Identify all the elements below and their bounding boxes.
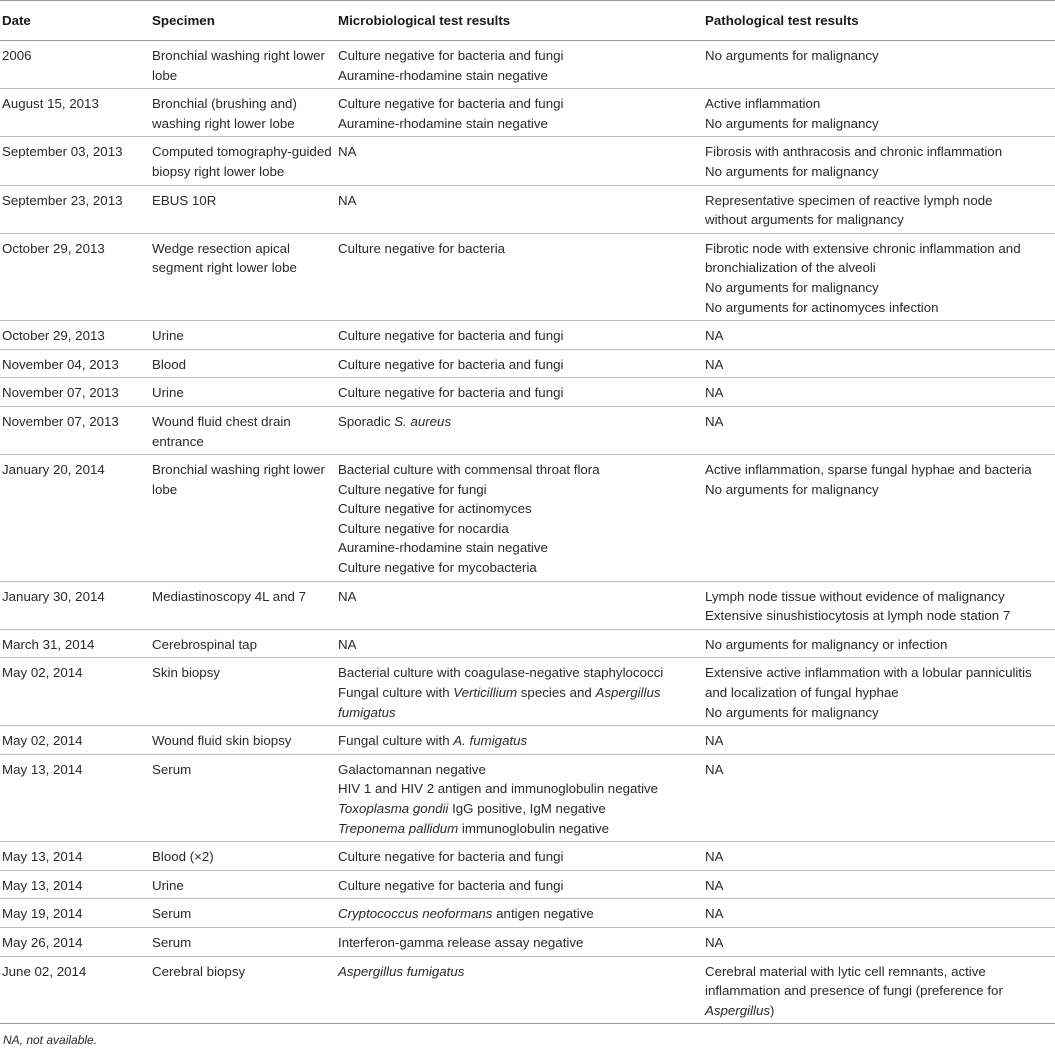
line-text: without arguments for malignancy: [705, 212, 904, 228]
specimen-cell: Urine: [152, 321, 338, 350]
result-line: [705, 114, 1053, 134]
specimen-cell: Blood (×2): [152, 842, 338, 871]
date-cell: May 13, 2014: [0, 754, 152, 841]
table-row: [0, 185, 1055, 233]
pathology-cell: [705, 870, 1055, 899]
date-cell: 2006: [0, 41, 152, 89]
result-line: [338, 114, 703, 134]
pathology-cell: [705, 321, 1055, 350]
result-line: [338, 819, 703, 839]
result-line: [338, 799, 703, 819]
date-cell: November 07, 2013: [0, 406, 152, 454]
microbiology-cell: [338, 629, 705, 658]
line-text: Interferon-gamma release assay negative: [338, 934, 584, 950]
result-line: [705, 355, 1053, 375]
result-line: [705, 635, 1053, 655]
header-specimen: Specimen: [152, 1, 338, 41]
italic-term: Aspergillus fumigatus: [338, 685, 661, 720]
pathology-cell: [705, 137, 1055, 185]
pathology-cell: [705, 185, 1055, 233]
result-line: [705, 480, 1053, 500]
result-line: [338, 412, 703, 432]
line-text: Culture negative for bacteria and fungi: [338, 48, 564, 63]
line-text: Bacterial culture with coagulase-negative staphylococci: [338, 665, 664, 681]
microbiology-cell: [338, 233, 705, 320]
microbiology-cell: [338, 927, 705, 956]
result-line: [705, 703, 1053, 723]
table-row: [0, 842, 1055, 871]
result-line: [338, 191, 703, 211]
line-text: NA: [705, 934, 724, 950]
line-text: Culture negative for bacteria and fungi: [338, 877, 564, 893]
table-row: [0, 349, 1055, 378]
table-row: [0, 321, 1055, 350]
table-row: [0, 41, 1055, 89]
result-line: [705, 847, 1053, 867]
table-row: [0, 233, 1055, 320]
pathology-cell: [705, 899, 1055, 928]
header-row: [0, 1, 1055, 41]
result-line: [338, 326, 703, 346]
microbiology-cell: [338, 581, 705, 629]
specimen-cell: Wound fluid skin biopsy: [152, 726, 338, 755]
line-text: NA: [705, 877, 724, 893]
specimen-cell: Blood: [152, 349, 338, 378]
line-text: Sporadic: [338, 413, 395, 429]
line-text: Galactomannan negative: [338, 761, 486, 777]
date-cell: October 29, 2013: [0, 321, 152, 350]
result-line: [338, 731, 703, 751]
line-text: Fungal culture with: [338, 685, 454, 701]
line-text: NA: [705, 328, 724, 344]
line-text: Fibrotic node with extensive chronic inflammation and: [705, 240, 1021, 256]
result-line: [705, 876, 1053, 896]
result-line: [338, 683, 703, 722]
line-text: and localization of fungal hyphae: [705, 685, 899, 701]
result-line: [705, 412, 1053, 432]
result-line: [705, 239, 1053, 259]
date-cell: May 26, 2014: [0, 927, 152, 956]
result-line: [705, 663, 1053, 683]
line-text: Auramine-rhodamine stain negative: [338, 67, 548, 83]
pathology-cell: [705, 349, 1055, 378]
specimen-cell: Cerebral biopsy: [152, 956, 338, 1024]
line-text: bronchialization of the alveoli: [705, 260, 876, 276]
result-line: [338, 383, 703, 403]
result-line: [705, 298, 1053, 318]
date-cell: August 15, 2013: [0, 89, 152, 137]
result-line: [338, 66, 703, 86]
microbiology-cell: [338, 842, 705, 871]
pathology-cell: [705, 658, 1055, 726]
result-line: [338, 355, 703, 375]
result-line: [338, 962, 703, 982]
date-cell: September 23, 2013: [0, 185, 152, 233]
line-text: Culture negative for bacteria and fungi: [338, 385, 564, 401]
microbiology-cell: [338, 455, 705, 582]
line-text: No arguments for malignancy: [705, 481, 879, 497]
specimen-cell: Mediastinoscopy 4L and 7: [152, 581, 338, 629]
table-row: [0, 754, 1055, 841]
result-line: [338, 499, 703, 519]
table-row: [0, 581, 1055, 629]
microbiology-cell: [338, 89, 705, 137]
specimen-cell: Bronchial washing right lower lobe: [152, 41, 338, 89]
line-text: Extensive active inflammation with a lobular panniculitis: [705, 665, 1032, 681]
pathology-cell: [705, 406, 1055, 454]
line-text: Cerebral material with lytic cell remnants, active: [705, 963, 986, 979]
result-line: [338, 460, 703, 480]
line-text: Culture negative for bacteria and fungi: [338, 356, 564, 372]
result-line: [338, 635, 703, 655]
pathology-cell: [705, 754, 1055, 841]
line-text: Culture negative for bacteria and fungi: [338, 96, 564, 112]
italic-term: A. fumigatus: [453, 733, 528, 749]
microbiology-cell: [338, 185, 705, 233]
result-line: [705, 587, 1053, 607]
specimen-cell: Serum: [152, 899, 338, 928]
line-text: Culture negative for actinomyces: [338, 501, 532, 517]
microbiology-cell: [338, 41, 705, 89]
result-line: [705, 278, 1053, 298]
result-line: [338, 239, 703, 259]
specimen-cell: Wedge resection apical segment right lower lobe: [152, 233, 338, 320]
date-cell: May 13, 2014: [0, 870, 152, 899]
result-line: [338, 538, 703, 558]
date-cell: November 07, 2013: [0, 378, 152, 407]
pathology-cell: [705, 842, 1055, 871]
result-line: [705, 606, 1053, 626]
microbiology-cell: [338, 726, 705, 755]
italic-term: Toxoplasma gondii: [338, 801, 449, 816]
line-text: NA: [705, 413, 724, 429]
microbiology-cell: [338, 406, 705, 454]
date-cell: March 31, 2014: [0, 629, 152, 658]
table-row: [0, 89, 1055, 137]
microbiology-cell: [338, 899, 705, 928]
result-line: [705, 683, 1053, 703]
result-line: [705, 46, 1053, 66]
result-line: [338, 933, 703, 953]
specimen-cell: Skin biopsy: [152, 658, 338, 726]
microbiology-cell: [338, 378, 705, 407]
microbiology-cell: [338, 870, 705, 899]
line-text: No arguments for malignancy: [705, 279, 879, 295]
result-line: [705, 460, 1053, 480]
result-line: [705, 162, 1053, 182]
pathology-cell: [705, 89, 1055, 137]
pathology-cell: [705, 927, 1055, 956]
line-text: NA: [705, 356, 724, 372]
specimen-cell: Bronchial (brushing and) washing right lower lobe: [152, 89, 338, 137]
microbiology-cell: [338, 137, 705, 185]
line-text: NA: [338, 588, 357, 604]
result-line: [705, 326, 1053, 346]
date-cell: June 02, 2014: [0, 956, 152, 1024]
specimen-cell: Serum: [152, 754, 338, 841]
result-line: [338, 519, 703, 539]
pathology-cell: [705, 956, 1055, 1024]
table-row: [0, 378, 1055, 407]
line-text: NA: [338, 192, 357, 208]
result-line: [705, 94, 1053, 114]
footnote: NA, not available.: [3, 1033, 98, 1047]
microbiology-cell: [338, 956, 705, 1024]
line-text: Lymph node tissue without evidence of malignancy: [705, 588, 1005, 604]
pathology-cell: [705, 629, 1055, 658]
date-cell: September 03, 2013: [0, 137, 152, 185]
line-text: No arguments for actinomyces infection: [705, 299, 939, 315]
table-row: [0, 899, 1055, 928]
specimen-cell: Serum: [152, 927, 338, 956]
date-cell: October 29, 2013: [0, 233, 152, 320]
result-line: [338, 46, 703, 66]
line-text: NA: [705, 733, 724, 749]
italic-term: Treponema pallidum: [338, 820, 459, 836]
line-text: Fibrosis with anthracosis and chronic inflammation: [705, 144, 1003, 160]
result-line: [705, 142, 1053, 162]
specimen-cell: Urine: [152, 378, 338, 407]
result-line: [705, 383, 1053, 403]
specimen-cell: Computed tomography-guided biopsy right lower lobe: [152, 137, 338, 185]
pathology-cell: [705, 726, 1055, 755]
table-body: [0, 41, 1055, 1024]
table-row: [0, 956, 1055, 1024]
date-cell: May 02, 2014: [0, 726, 152, 755]
table-row: [0, 870, 1055, 899]
line-text: inflammation and presence of fungi (preference for: [705, 983, 1003, 999]
table-row: [0, 406, 1055, 454]
italic-term: Aspergillus fumigatus: [338, 963, 465, 979]
line-text: NA: [705, 906, 724, 922]
line-text: Culture negative for bacteria and fungi: [338, 328, 564, 344]
result-line: [338, 779, 703, 799]
specimen-cell: Wound fluid chest drain entrance: [152, 406, 338, 454]
line-text: Culture negative for bacteria: [338, 240, 506, 256]
line-text: Extensive sinushistiocytosis at lymph node station 7: [705, 608, 1011, 624]
specimen-cell: Bronchial washing right lower lobe: [152, 455, 338, 582]
line-text: NA: [338, 636, 357, 652]
result-line: [705, 191, 1053, 211]
result-line: [705, 731, 1053, 751]
result-line: [705, 933, 1053, 953]
italic-term: S. aureus: [394, 413, 452, 429]
specimen-cell: Cerebrospinal tap: [152, 629, 338, 658]
date-cell: May 02, 2014: [0, 658, 152, 726]
microbiology-cell: [338, 754, 705, 841]
line-text: species and: [517, 685, 596, 701]
line-text: Representative specimen of reactive lymph node: [705, 192, 993, 208]
microbiology-cell: [338, 658, 705, 726]
line-text: Bacterial culture with commensal throat flora: [338, 462, 600, 478]
line-text: NA: [705, 849, 724, 865]
pathology-cell: [705, 41, 1055, 89]
line-text: NA: [705, 385, 724, 401]
result-line: [338, 847, 703, 867]
date-cell: May 19, 2014: [0, 899, 152, 928]
line-text: Active inflammation, sparse fungal hyphae and bacteria: [705, 462, 1032, 478]
pathology-cell: [705, 581, 1055, 629]
date-cell: May 13, 2014: [0, 842, 152, 871]
line-text: Active inflammation: [705, 96, 821, 112]
header-date: Date: [0, 1, 152, 41]
header-microbiology: Microbiological test results: [338, 1, 705, 41]
result-line: [338, 876, 703, 896]
italic-term: Cryptococcus neoformans: [338, 906, 493, 922]
table-row: [0, 137, 1055, 185]
microbiology-cell: [338, 321, 705, 350]
result-line: [338, 587, 703, 607]
line-text: HIV 1 and HIV 2 antigen and immunoglobulin negative: [338, 781, 659, 797]
result-line: [338, 94, 703, 114]
result-line: [705, 981, 1053, 1001]
line-text: NA: [338, 144, 357, 160]
line-text: Culture negative for fungi: [338, 481, 487, 497]
line-text: Culture negative for bacteria and fungi: [338, 849, 564, 865]
header-pathology: Pathological test results: [705, 1, 1055, 41]
result-line: [338, 142, 703, 162]
line-text: immunoglobulin negative: [458, 820, 610, 836]
result-line: [705, 760, 1053, 780]
pathology-cell: [705, 378, 1055, 407]
line-text: Fungal culture with: [338, 733, 454, 749]
line-text: Auramine-rhodamine stain negative: [338, 540, 548, 556]
result-line: [338, 760, 703, 780]
line-text: Auramine-rhodamine stain negative: [338, 115, 548, 131]
table-row: [0, 927, 1055, 956]
line-text: Culture negative for mycobacteria: [338, 560, 537, 576]
date-cell: January 20, 2014: [0, 455, 152, 582]
pathology-cell: [705, 233, 1055, 320]
table-row: [0, 658, 1055, 726]
specimen-cell: EBUS 10R: [152, 185, 338, 233]
result-line: [705, 904, 1053, 924]
table-row: [0, 629, 1055, 658]
microbiology-cell: [338, 349, 705, 378]
line-text: No arguments for malignancy: [705, 48, 879, 63]
result-line: [705, 1001, 1053, 1021]
line-text: No arguments for malignancy or infection: [705, 636, 948, 652]
line-text: NA: [705, 761, 724, 777]
line-text: IgG positive, IgM negative: [448, 801, 606, 816]
date-cell: November 04, 2013: [0, 349, 152, 378]
result-line: [338, 663, 703, 683]
result-line: [338, 558, 703, 578]
line-text: No arguments for malignancy: [705, 163, 879, 179]
specimen-cell: Urine: [152, 870, 338, 899]
result-line: [705, 258, 1053, 278]
line-text: antigen negative: [492, 906, 594, 922]
table-row: [0, 455, 1055, 582]
line-text: ): [770, 1002, 775, 1018]
date-cell: January 30, 2014: [0, 581, 152, 629]
line-text: No arguments for malignancy: [705, 115, 879, 131]
result-line: [705, 962, 1053, 982]
italic-term: Aspergillus: [705, 1002, 771, 1018]
line-text: Culture negative for nocardia: [338, 520, 509, 536]
result-line: [338, 480, 703, 500]
table-row: [0, 726, 1055, 755]
italic-term: Verticillium: [453, 685, 518, 701]
line-text: No arguments for malignancy: [705, 704, 879, 720]
pathology-cell: [705, 455, 1055, 582]
result-line: [338, 904, 703, 924]
result-line: [705, 210, 1053, 230]
